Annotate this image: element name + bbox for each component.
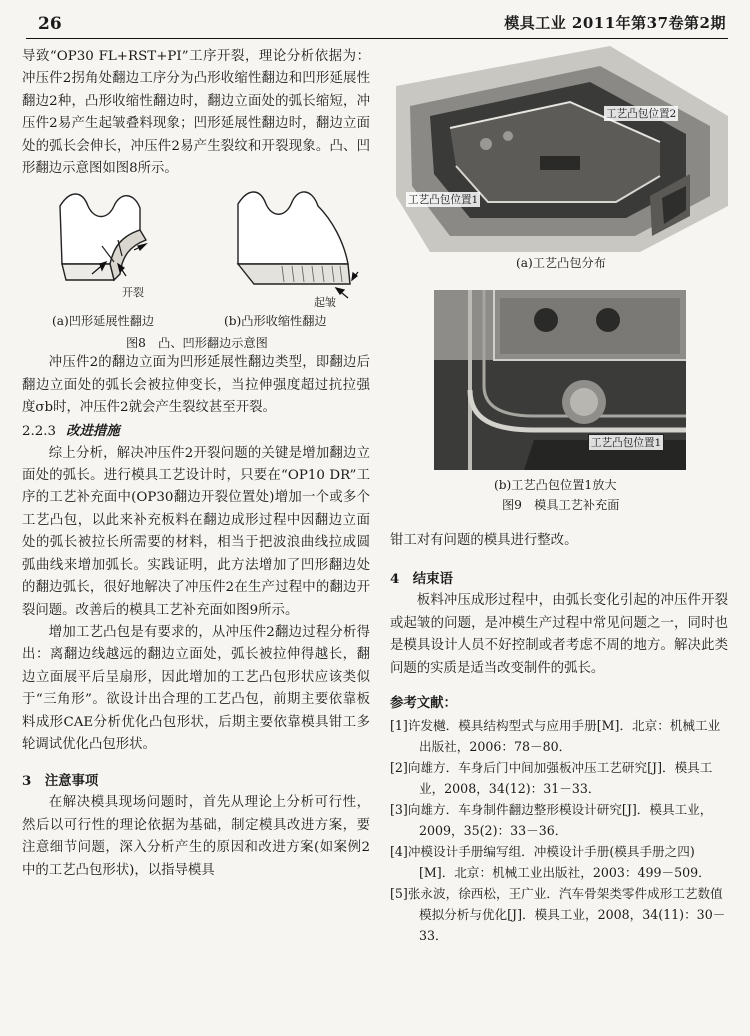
paragraph-notes: 在解决模具现场问题时，首先从理论上分析可行性，然后以可行性的理论依据为基础，制定模具改进方案，要注意细节问题，深入分析产生的原因和改进方案(如案例2中的工艺凸包形状)，以指导模具: [22, 795, 370, 878]
figure-9a-caption: (a)工艺凸包分布: [516, 256, 606, 270]
section-4-heading: 4 结束语: [390, 571, 453, 588]
reference-item: [2]向雄方．车身后门中间加强板冲压工艺研究[J]．模具工业，2008，34(12)：31－33．: [390, 760, 713, 797]
paragraph-conclusion: 板料冲压成形过程中，由弧长变化引起的冲压件开裂或起皱的问题，是冲模生产过程中常见问题之一，同时也是模具设计人员不好控制或者考虑不周的地方。解决此类问题的实质是适当改变制件的弧长。: [390, 593, 728, 676]
references-list: [390, 715, 728, 946]
page-number: 26: [38, 14, 62, 34]
left-column: [22, 46, 370, 882]
label-bump-position-2: 工艺凸包位置2: [606, 108, 677, 120]
references-heading: 参考文献：: [390, 695, 457, 712]
section-2-2-3-title: 改进措施: [66, 422, 120, 439]
label-crack: 开裂: [122, 286, 144, 300]
paragraph-continued: 钳工对有问题的模具进行整改。: [390, 533, 578, 548]
convex-flange-drawing: [238, 192, 350, 284]
header-rule: [26, 38, 728, 39]
figure-9b-caption: (b)工艺凸包位置1放大: [494, 478, 617, 492]
figure-9a: [390, 46, 728, 286]
figure-8-caption-a: (a)凹形延展性翻边: [52, 314, 155, 329]
reference-item: [1]许发樾．模具结构型式与应用手册[M]．北京：机械工业出版社，2006：78－80．: [390, 718, 721, 755]
label-bump-position-1-zoom: 工艺凸包位置1: [588, 434, 664, 451]
figure-9-title: 图9 模具工艺补充面: [502, 498, 620, 512]
reference-item: [3]向雄方．车身制件翻边整形模设计研究[J]．模具工业，2009，35(2)：33－36．: [390, 802, 713, 839]
paragraph-analysis: 导致“OP30 FL+RST+PI”工序开裂，理论分析依据为：冲压件2拐角处翻边工序分为凸形收缩性翻边和凹形延展性翻边2种，凸形收缩性翻边时，翻边立面处的弧长缩短，冲压件2易产生起皱叠料现象；凹形延展性翻边时，翻边立面处的弧长会伸长，冲压件2易产生裂纹和开裂现象。凸、凹形翻边示意图如图8所示。: [22, 49, 370, 177]
figure-8-drawing: [22, 184, 370, 312]
paragraph-improvement: 综上分析，解决冲压件2开裂问题的关键是增加翻边立面处的弧长。进行模具工艺设计时，只要在“OP10 DR”工序的工艺补充面中(OP30翻边开裂位置处)增加一个或多个工艺凸包，以此来补充板料在翻边成形过程中因翻边立面处的弧长被拉长所需要的材料，相当于把波浪曲线拉成圆弧曲线来增加弧长。实践证明，此方法增加了凹形翻边处的翻边弧长，很好地解决了冲压件2在生产过程中的翻边开裂问题。改善后的模具工艺补充面如图9所示。: [22, 445, 370, 618]
reference-item: [4]冲模设计手册编写组．冲模设计手册(模具手册之四)[M]．北京：机械工业出版社，2003：499－509．: [390, 844, 711, 881]
figure-8-caption-b: (b)凸形收缩性翻边: [224, 314, 327, 329]
paragraph-bump-requirement: 增加工艺凸包是有要求的，从冲压件2翻边过程分析得出：离翻边线越远的翻边立面处，弧长被拉伸得越长，翻边立面展平后呈扇形，因此增加的工艺凸包形状应该类似于“三角形”。欲设计出合理的工艺凸包，前期主要依靠板料成形CAE分析优化凸包形状，后期主要依靠模具钳工多轮调试优化凸包形状。: [22, 624, 370, 752]
label-bump-position-1: 工艺凸包位置1: [408, 194, 479, 206]
section-3-heading: 3 注意事项: [22, 773, 99, 790]
label-wrinkle: 起皱: [314, 296, 336, 310]
reference-item: [5]张永波，徐西松，王广业．汽车骨架类零件成形工艺数值模拟分析与优化[J]．模具工业，2008，34(11)：30－33．: [390, 886, 726, 944]
running-head: 模具工业 2011年第37卷第2期: [504, 14, 726, 32]
figure-8: [22, 184, 370, 352]
figure-9b: [390, 286, 728, 516]
section-2-2-3-number: 2.2.3: [22, 423, 57, 439]
figure-8-title: 图8 凸、凹形翻边示意图: [126, 336, 268, 351]
section-2-2-3-heading: [22, 420, 370, 443]
figure-9a-photo: [390, 46, 728, 252]
paragraph-flange-type: 冲压件2的翻边立面为凹形延展性翻边类型，即翻边后翻边立面处的弧长会被拉伸变长，当拉伸强度超过抗拉强度σb时，冲压件2就会产生裂纹甚至开裂。: [22, 355, 370, 416]
right-column: [390, 46, 728, 946]
